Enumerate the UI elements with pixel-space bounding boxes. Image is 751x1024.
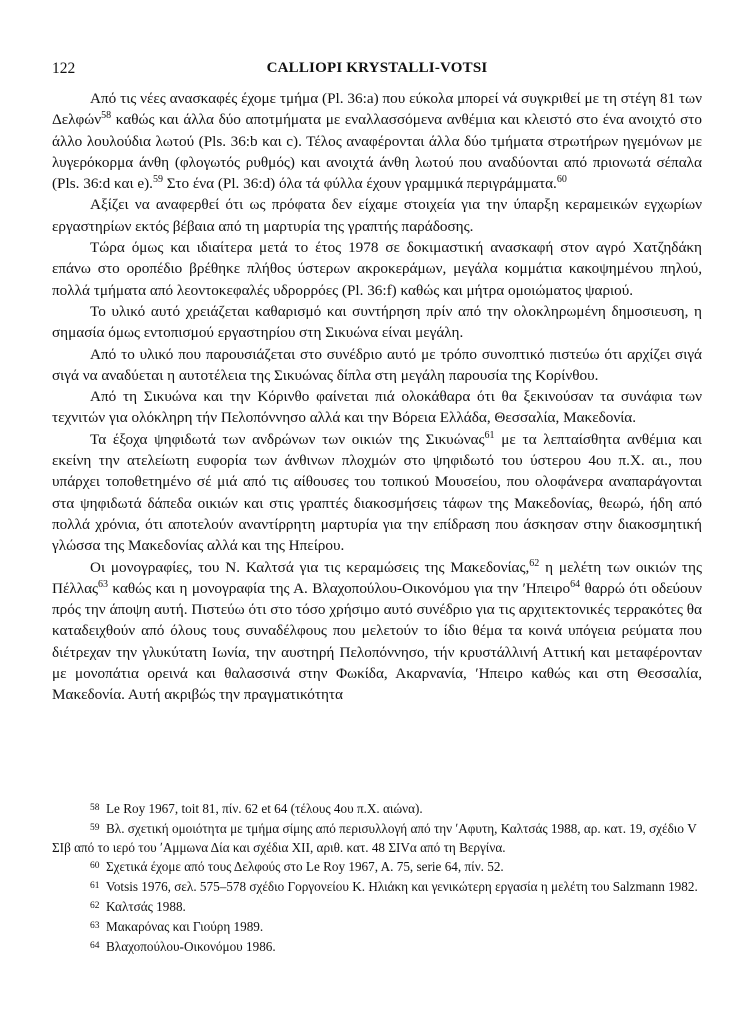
footnote-ref[interactable]: 60 <box>556 174 567 186</box>
footnote-text: Votsis 1976, σελ. 575–578 σχέδιο Γοργονείου Κ. Ηλιάκη και γενικώτερη εργασία η μελέτη του Salzmann 1982. <box>106 879 698 895</box>
footnote-text: Σχετικά έχομε από τους Δελφούς στο Le Roy 1967, A. 75, serie 64, πίν. 52. <box>106 859 504 875</box>
paragraph-text: καθώς και η μονογραφία της Α. Βλαχοπούλου-Οικονόμου για την ʹΗπειρο <box>108 579 571 597</box>
running-head: CALLIOPI KRYSTALLI-VOTSI <box>266 60 488 76</box>
footnote-ref[interactable]: 59 <box>152 174 163 186</box>
paragraph-text: Στο ένα (Pl. 36:d) όλα τά φύλλα έχουν γραμμικά περιγράμματα. <box>162 175 557 193</box>
footnote-ref[interactable]: 61 <box>484 429 495 441</box>
paragraph <box>52 237 702 301</box>
paragraph-text: Οι μονογραφίες, του Ν. Καλτσά για τις κεραμώσεις της Μακεδονίας, <box>90 558 530 576</box>
paragraph-text: Τα έξοχα ψηφιδωτά των ανδρώνων των οικιών της Σικυώνας <box>90 430 485 448</box>
paragraph <box>52 301 702 344</box>
footnote-text: Καλτσάς 1988. <box>106 898 186 914</box>
paragraph-text: Τώρα όμως και ιδιαίτερα μετά το έτος 1978 σε δοκιμαστική ανασκαφή στον αγρό Χατζηδάκη επάνω στο οροπέδιο βρέθηκε πλήθος ύστερων ακροκεράμων, μεγάλα κομμάτια κακοψημένου πηλού, πολλά τμήματα από λεοντοκεφαλές υδρορρόες (Pl. 36:f) καθώς και μήτρα ομοιώματος ψαριού. <box>52 239 702 299</box>
paragraph-text: θαρρώ ότι οδεύουν πρός την άποψη αυτή. Πιστεύω ότι στο τόσο χρήσιμο αυτό συνέδριο για τις αρχιτεκτονικές τερρακότες θα καταδειχθούν από όλους τους συναδέλφους που μελετούν το ίδιο θέμα τα κοινά υπόγεια ρεύματα που διέτρεχαν την γλυκύτατη Ιωνία, την αυστηρή Πελοπόννησο, τήν κρυστάλλινή Αττική και μεταφέρονταν με μονοπάτια ορεινά και θαλασσινά στην Φωκίδα, Ακαρνανία, ʹΗπειρο καθώς και στη Θεσσαλία, Μακεδονία. Αυτή ακριβώς την πραγματικότητα <box>52 579 703 704</box>
footnote-number: 59 <box>90 822 100 833</box>
footnote-number: 64 <box>90 940 100 951</box>
footnote-ref[interactable]: 64 <box>570 578 581 590</box>
paragraph-text: καθώς και άλλα δύο αποτμήματα με εναλλασσόμενα ανθέμια και κλειστό στο ένα ανοιχτό στο άλλο λουλούδια λωτού (Pls. 36:b και c). Τέλος αναφέρονται άλλα δύο τμήματα στρωτήρων ηγεμόνων με λυγερόκορμα άνθη (φλογωτός ρυθμός) και ανοιχτά άνθη λωτού που αναδύονται από πριονωτά σέπαλα (Pls. 36:d και e). <box>52 111 702 193</box>
footnote-number: 58 <box>90 803 100 813</box>
paragraph <box>52 386 702 429</box>
paragraph <box>52 344 702 387</box>
body-text <box>52 88 702 706</box>
paragraph <box>52 557 702 706</box>
page-header <box>52 60 702 80</box>
footnote <box>52 799 702 819</box>
paragraph <box>52 88 702 194</box>
footnote <box>52 877 702 897</box>
footnote <box>52 917 702 937</box>
footnote-ref[interactable]: 58 <box>101 110 112 122</box>
footnote-number: 62 <box>90 900 100 911</box>
footnote-text: Le Roy 1967, toit 81, πίν. 62 et 64 (τέλους 4ου π.Χ. αιώνα). <box>106 801 423 816</box>
paragraph-text: Από τις νέες ανασκαφές έχομε τμήμα (Pl. 36:a) που εύκολα μπορεί νά συγκριθεί με τη στέγη 81 των Δελφών <box>52 90 702 129</box>
footnote-ref[interactable]: 62 <box>529 557 540 569</box>
footnote-ref[interactable]: 63 <box>98 578 109 590</box>
paragraph-text: Από το υλικό που παρουσιάζεται στο συνέδριο αυτό με τρόπο συνοπτικό πιστεύω ότι αρχίζει σιγά σιγά να αναδύεται η αυτοτέλεια της Σικυώνας δίπλα στη μεγάλη παρουσία της Κορίνθου. <box>52 345 702 384</box>
footnote-text: Βλ. σχετική ομοιότητα με τμήμα σίμης από περισυλλογή από την ʹΑφυτη, Καλτσάς 1988, αρ. κατ. 19, σχέδιο V ΣΙβ από το ιερό του ʹΑμμωνα Δία και σχέδια XII, αριθ. κατ. 48 ΣΙVα από τη Βεργίνα. <box>52 820 697 855</box>
paragraph-text: με τα λεπταίσθητα ανθέμια και εκείνη την ατελείωτη ευφορία των άνθινων πλοχμών στο ψηφιδωτό του ύστερου 4ου π.Χ. αι., που υπάρχει τοποθετημένο σέ μιά από τις αίθουσες του τοπικού Μουσείου, που ολοφάνερα αναπαράγονται στα ψηφιδωτά δάπεδα οικιών και στις γραπτές διακοσμήσεις τάφων της Μακεδονίας, θεωρώ, ήδη από πολλά χρόνια, ότι αποτελούν αναντίρρητη μαρτυρία για την επίδραση που άσκησαν στην διακοσμητική γλώσσα της Μακεδονίας αλλά και της Ηπείρου. <box>52 430 702 555</box>
footnotes <box>52 799 702 956</box>
footnote-text: Μακαρόνας και Γιούρη 1989. <box>106 918 264 934</box>
footnote <box>52 857 702 877</box>
footnote <box>52 897 702 917</box>
paragraph <box>52 194 702 237</box>
footnote-number: 63 <box>90 920 100 931</box>
paragraph-text: Αξίζει να αναφερθεί ότι ως πρόφατα δεν είχαμε στοιχεία για την ύπαρξη κεραμεικών εγχωρίων εργαστηρίων εκτός βέβαια από τη μαρτυρία της γραπτής παράδοσης. <box>52 196 702 235</box>
paragraph <box>52 429 702 557</box>
footnote-number: 61 <box>90 881 100 892</box>
page-number: 122 <box>52 60 76 77</box>
paragraph-text: Από τη Σικυώνα και την Κόρινθο φαίνεται πιά ολοκάθαρα ότι θα ξεκινούσαν τα συνάφια των τεχνιτών για ολόκληρη τήν Πελοπόννησο αλλά και την Βόρεια Ελλάδα, Θεσσαλία, Μακεδονία. <box>52 388 702 427</box>
paragraph-text: η μελέτη των οικιών της Πέλλας <box>52 558 702 597</box>
footnote <box>52 819 702 858</box>
footnote <box>52 937 702 957</box>
footnote-text: Βλαχοπούλου-Οικονόμου 1986. <box>106 938 276 954</box>
footnote-number: 60 <box>90 861 100 872</box>
paragraph-text: Το υλικό αυτό χρειάζεται καθαρισμό και συντήρηση πρίν από την ολοκληρωμένη δημοσιευση, η σημασία όμως εντοπισμού εργαστηρίου στη Σικυώνα είναι μεγάλη. <box>52 302 702 342</box>
